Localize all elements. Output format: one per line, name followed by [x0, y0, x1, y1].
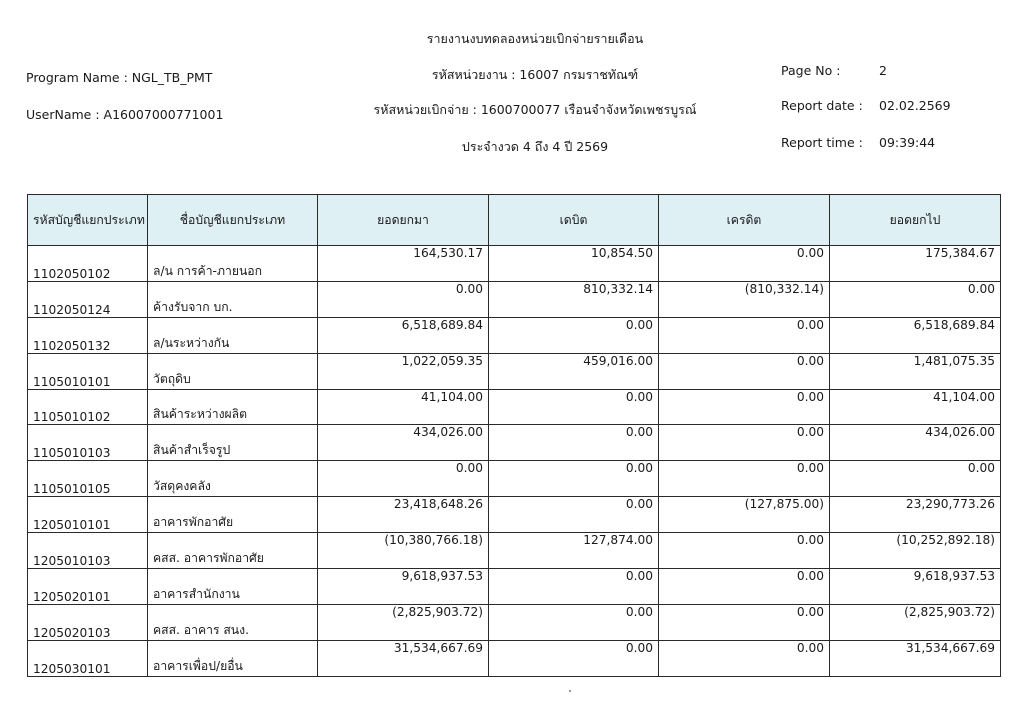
opening-balance-cell: 0.00: [318, 461, 489, 497]
table-body: [28, 246, 1001, 677]
debit-cell: 0.00: [489, 461, 659, 497]
credit-cell: 0.00: [659, 569, 830, 605]
column-header-debit: เดบิต: [489, 195, 659, 246]
table-row: [28, 389, 1001, 425]
opening-balance-cell: 434,026.00: [318, 425, 489, 461]
credit-cell: 0.00: [659, 461, 830, 497]
account-name-cell: อาคารพักอาศัย: [148, 497, 318, 533]
table-row: [28, 425, 1001, 461]
account-code-cell: 1105010105: [28, 461, 148, 497]
report-date-label: Report date :: [781, 98, 863, 113]
account-name-cell: สินค้าสำเร็จรูป: [148, 425, 318, 461]
table-header-row: [28, 195, 1001, 246]
account-name-cell: สินค้าระหว่างผลิต: [148, 389, 318, 425]
account-code-cell: 1105010103: [28, 425, 148, 461]
credit-cell: 0.00: [659, 640, 830, 676]
account-name-cell: วัตถุดิบ: [148, 353, 318, 389]
column-header-opening-balance: ยอดยกมา: [318, 195, 489, 246]
closing-balance-cell: 175,384.67: [830, 246, 1001, 282]
account-code-cell: 1205030101: [28, 640, 148, 676]
opening-balance-cell: 1,022,059.35: [318, 353, 489, 389]
agency-code: รหัสหน่วยงาน : 16007 กรมราชทัณฑ์: [431, 67, 639, 82]
account-code-cell: 1105010101: [28, 353, 148, 389]
closing-balance-cell: (2,825,903.72): [830, 604, 1001, 640]
column-header-credit: เครดิต: [659, 195, 830, 246]
credit-cell: 0.00: [659, 425, 830, 461]
account-code-cell: 1102050132: [28, 317, 148, 353]
opening-balance-cell: (2,825,903.72): [318, 604, 489, 640]
closing-balance-cell: 41,104.00: [830, 389, 1001, 425]
credit-cell: 0.00: [659, 317, 830, 353]
debit-cell: 810,332.14: [489, 281, 659, 317]
account-code-cell: 1102050102: [28, 246, 148, 282]
account-code-cell: 1205010103: [28, 533, 148, 569]
opening-balance-cell: 31,534,667.69: [318, 640, 489, 676]
closing-balance-cell: 31,534,667.69: [830, 640, 1001, 676]
credit-cell: (127,875.00): [659, 497, 830, 533]
account-code-cell: 1205020103: [28, 604, 148, 640]
column-header-account-code: รหัสบัญชีแยกประเภท: [28, 195, 148, 246]
opening-balance-cell: 164,530.17: [318, 246, 489, 282]
opening-balance-cell: (10,380,766.18): [318, 533, 489, 569]
debit-cell: 0.00: [489, 389, 659, 425]
account-code-cell: 1105010102: [28, 389, 148, 425]
account-name-cell: วัสดุคงคลัง: [148, 461, 318, 497]
account-name-cell: อาคารสำนักงาน: [148, 569, 318, 605]
table-row: [28, 281, 1001, 317]
credit-cell: 0.00: [659, 389, 830, 425]
opening-balance-cell: 41,104.00: [318, 389, 489, 425]
credit-cell: 0.00: [659, 604, 830, 640]
debit-cell: 0.00: [489, 569, 659, 605]
closing-balance-cell: 0.00: [830, 461, 1001, 497]
debit-cell: 0.00: [489, 604, 659, 640]
debit-cell: 127,874.00: [489, 533, 659, 569]
table-row: [28, 317, 1001, 353]
account-name-cell: ล/นระหว่างกัน: [148, 317, 318, 353]
closing-balance-cell: 9,618,937.53: [830, 569, 1001, 605]
trial-balance-table: [27, 194, 1001, 677]
account-name-cell: คสส. อาคารพักอาศัย: [148, 533, 318, 569]
report-title: รายงานงบทดลองหน่วยเบิกจ่ายรายเดือน: [426, 31, 644, 46]
table-row: [28, 497, 1001, 533]
closing-balance-cell: 0.00: [830, 281, 1001, 317]
debit-cell: 0.00: [489, 425, 659, 461]
report-time-label: Report time :: [781, 135, 863, 150]
table-row: [28, 533, 1001, 569]
debit-cell: 10,854.50: [489, 246, 659, 282]
account-code-cell: 1205020101: [28, 569, 148, 605]
credit-cell: 0.00: [659, 246, 830, 282]
report-period: ประจำงวด 4 ถึง 4 ปี 2569: [461, 139, 609, 154]
closing-balance-cell: 6,518,689.84: [830, 317, 1001, 353]
column-header-closing-balance: ยอดยกไป: [830, 195, 1001, 246]
closing-balance-cell: 1,481,075.35: [830, 353, 1001, 389]
table-row: [28, 569, 1001, 605]
debit-cell: 0.00: [489, 497, 659, 533]
scan-speck: [569, 690, 571, 692]
debit-cell: 0.00: [489, 640, 659, 676]
opening-balance-cell: 23,418,648.26: [318, 497, 489, 533]
debit-cell: 0.00: [489, 317, 659, 353]
column-header-account-name: ชื่อบัญชีแยกประเภท: [148, 195, 318, 246]
account-name-cell: ล/น การค้า-ภายนอก: [148, 246, 318, 282]
credit-cell: (810,332.14): [659, 281, 830, 317]
table-row: [28, 640, 1001, 676]
account-name-cell: อาคารเพื่อป/ยอื่น: [148, 640, 318, 676]
disbursement-unit: รหัสหน่วยเบิกจ่าย : 1600700077 เรือนจำจังหวัดเพชรบูรณ์: [373, 102, 697, 117]
closing-balance-cell: (10,252,892.18): [830, 533, 1001, 569]
account-name-cell: ค้างรับจาก บก.: [148, 281, 318, 317]
credit-cell: 0.00: [659, 533, 830, 569]
page-no: 2: [879, 63, 887, 78]
program-name: Program Name : NGL_TB_PMT: [26, 70, 213, 85]
table-row: [28, 353, 1001, 389]
table-row: [28, 246, 1001, 282]
opening-balance-cell: 0.00: [318, 281, 489, 317]
report-time: 09:39:44: [879, 135, 936, 150]
credit-cell: 0.00: [659, 353, 830, 389]
user-name: UserName : A16007000771001: [26, 107, 224, 122]
account-code-cell: 1102050124: [28, 281, 148, 317]
table-row: [28, 461, 1001, 497]
table-row: [28, 604, 1001, 640]
opening-balance-cell: 9,618,937.53: [318, 569, 489, 605]
closing-balance-cell: 23,290,773.26: [830, 497, 1001, 533]
account-name-cell: คสส. อาคาร สนง.: [148, 604, 318, 640]
report-date: 02.02.2569: [879, 98, 951, 113]
page-no-label: Page No :: [781, 63, 841, 78]
debit-cell: 459,016.00: [489, 353, 659, 389]
account-code-cell: 1205010101: [28, 497, 148, 533]
closing-balance-cell: 434,026.00: [830, 425, 1001, 461]
opening-balance-cell: 6,518,689.84: [318, 317, 489, 353]
